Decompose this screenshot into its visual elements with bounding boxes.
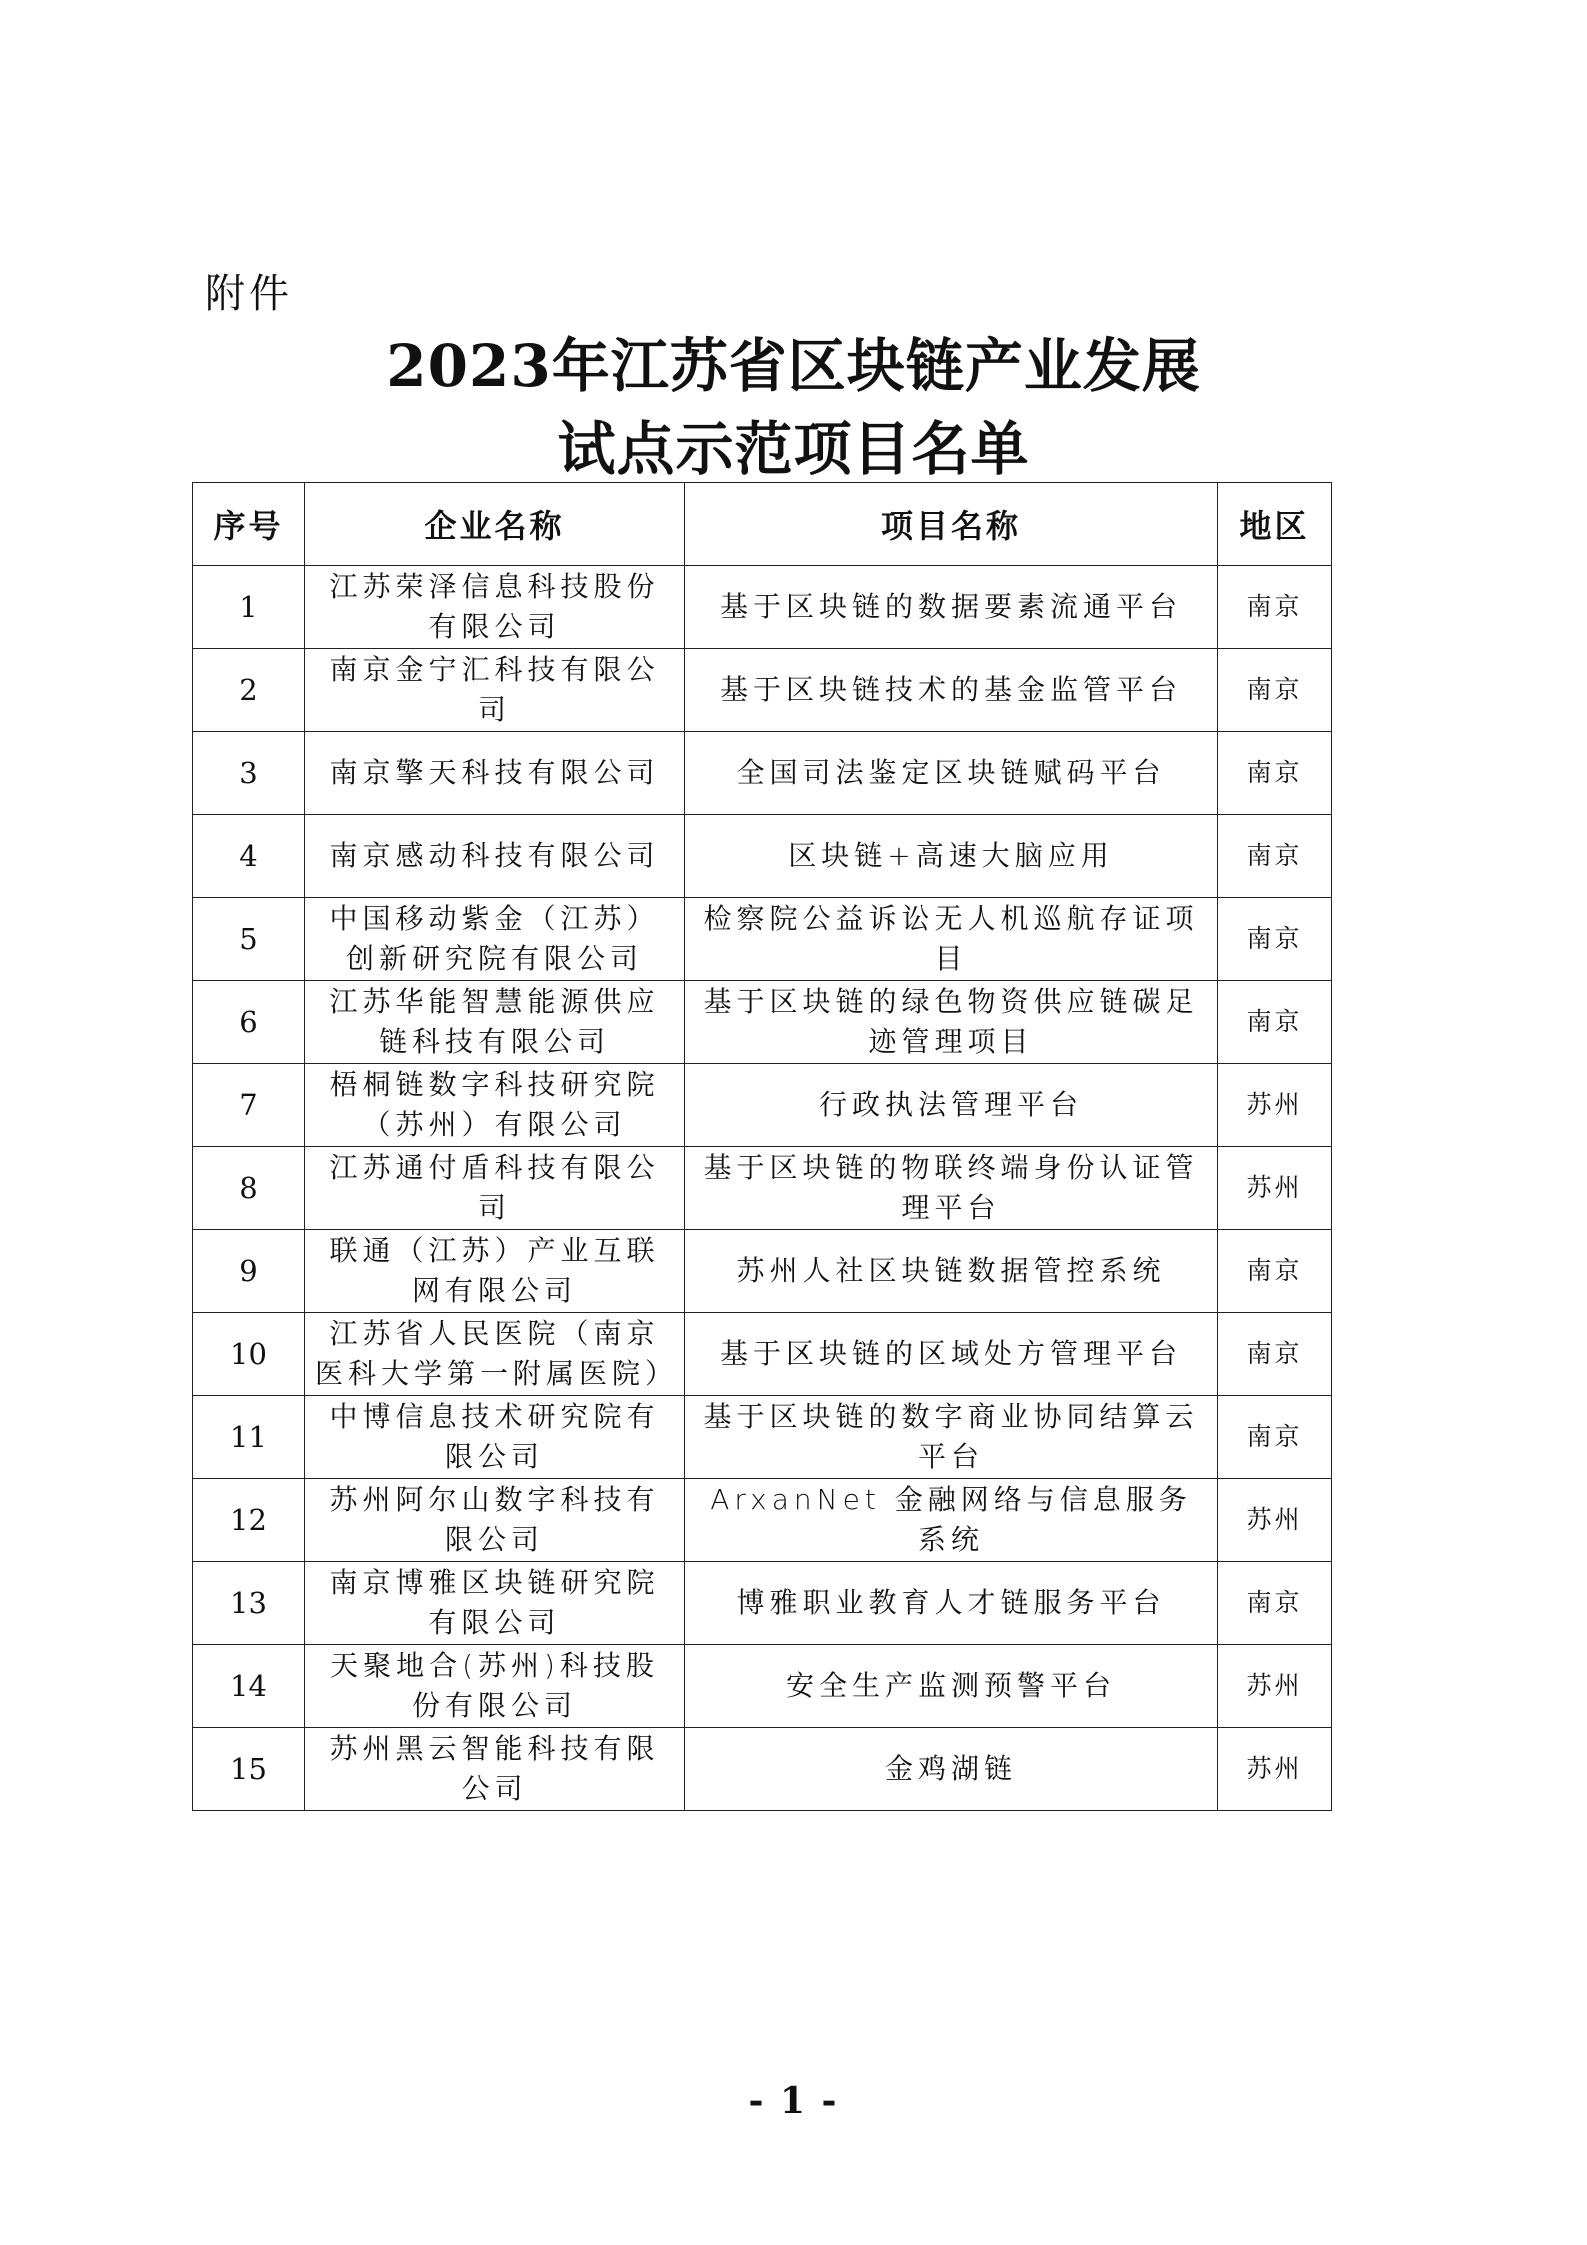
row-region: 南京 (1218, 1562, 1332, 1645)
row-project: 基于区块链的数据要素流通平台 (685, 566, 1218, 649)
row-number: 5 (193, 898, 305, 981)
row-region: 南京 (1218, 1230, 1332, 1313)
project-list-table (192, 482, 1332, 1811)
row-region: 苏州 (1218, 1645, 1332, 1728)
table-header-row (193, 483, 1332, 566)
row-project: 区块链+高速大脑应用 (685, 815, 1218, 898)
row-region: 苏州 (1218, 1728, 1332, 1811)
row-number: 14 (193, 1645, 305, 1728)
table-row (193, 1562, 1332, 1645)
row-number: 1 (193, 566, 305, 649)
header-company: 企业名称 (305, 483, 685, 566)
table-row (193, 1728, 1332, 1811)
row-project: 博雅职业教育人才链服务平台 (685, 1562, 1218, 1645)
row-number: 7 (193, 1064, 305, 1147)
row-region: 南京 (1218, 981, 1332, 1064)
row-region: 南京 (1218, 566, 1332, 649)
row-region: 苏州 (1218, 1147, 1332, 1230)
row-project: ArxanNet 金融网络与信息服务系统 (685, 1479, 1218, 1562)
table-row (193, 1396, 1332, 1479)
row-company: 江苏省人民医院（南京医科大学第一附属医院） (305, 1313, 685, 1396)
header-region: 地区 (1218, 483, 1332, 566)
row-number: 2 (193, 649, 305, 732)
row-number: 3 (193, 732, 305, 815)
row-number: 6 (193, 981, 305, 1064)
row-company: 南京擎天科技有限公司 (305, 732, 685, 815)
row-region: 苏州 (1218, 1064, 1332, 1147)
row-company: 南京感动科技有限公司 (305, 815, 685, 898)
row-region: 苏州 (1218, 1479, 1332, 1562)
row-project: 金鸡湖链 (685, 1728, 1218, 1811)
row-company: 江苏通付盾科技有限公司 (305, 1147, 685, 1230)
row-number: 9 (193, 1230, 305, 1313)
table-row (193, 981, 1332, 1064)
table-row (193, 1479, 1332, 1562)
row-region: 南京 (1218, 1313, 1332, 1396)
row-company: 苏州黑云智能科技有限公司 (305, 1728, 685, 1811)
table-row (193, 1147, 1332, 1230)
table-row (193, 898, 1332, 981)
row-region: 南京 (1218, 649, 1332, 732)
document-title-line2: 试点示范项目名单 (557, 415, 1030, 483)
row-company: 江苏华能智慧能源供应链科技有限公司 (305, 981, 685, 1064)
row-number: 10 (193, 1313, 305, 1396)
row-project: 苏州人社区块链数据管控系统 (685, 1230, 1218, 1313)
header-number: 序号 (193, 483, 305, 566)
table-row (193, 1064, 1332, 1147)
row-project: 基于区块链的绿色物资供应链碳足迹管理项目 (685, 981, 1218, 1064)
table-row (193, 1313, 1332, 1396)
row-number: 8 (193, 1147, 305, 1230)
row-project: 全国司法鉴定区块链赋码平台 (685, 732, 1218, 815)
row-number: 4 (193, 815, 305, 898)
row-region: 南京 (1218, 815, 1332, 898)
row-project: 基于区块链的区域处方管理平台 (685, 1313, 1218, 1396)
attachment-label: 附件 (205, 271, 293, 317)
row-company: 中国移动紫金（江苏）创新研究院有限公司 (305, 898, 685, 981)
table-row (193, 1230, 1332, 1313)
row-company: 苏州阿尔山数字科技有限公司 (305, 1479, 685, 1562)
table-row (193, 1645, 1332, 1728)
row-company: 江苏荣泽信息科技股份有限公司 (305, 566, 685, 649)
row-company: 联通（江苏）产业互联网有限公司 (305, 1230, 685, 1313)
row-number: 11 (193, 1396, 305, 1479)
row-number: 12 (193, 1479, 305, 1562)
row-project: 基于区块链的数字商业协同结算云平台 (685, 1396, 1218, 1479)
row-company: 南京博雅区块链研究院有限公司 (305, 1562, 685, 1645)
row-company: 中博信息技术研究院有限公司 (305, 1396, 685, 1479)
row-number: 15 (193, 1728, 305, 1811)
row-project: 安全生产监测预警平台 (685, 1645, 1218, 1728)
row-region: 南京 (1218, 898, 1332, 981)
table-row (193, 649, 1332, 732)
document-title-line1: 2023年江苏省区块链产业发展 (386, 332, 1201, 400)
row-region: 南京 (1218, 732, 1332, 815)
header-project: 项目名称 (685, 483, 1218, 566)
table-row (193, 732, 1332, 815)
row-project: 检察院公益诉讼无人机巡航存证项目 (685, 898, 1218, 981)
row-project: 基于区块链技术的基金监管平台 (685, 649, 1218, 732)
row-company: 梧桐链数字科技研究院（苏州）有限公司 (305, 1064, 685, 1147)
row-company: 天聚地合(苏州)科技股份有限公司 (305, 1645, 685, 1728)
row-company: 南京金宁汇科技有限公司 (305, 649, 685, 732)
row-project: 基于区块链的物联终端身份认证管理平台 (685, 1147, 1218, 1230)
table-row (193, 566, 1332, 649)
page-number: - 1 - (748, 2080, 839, 2122)
table-row (193, 815, 1332, 898)
row-project: 行政执法管理平台 (685, 1064, 1218, 1147)
row-number: 13 (193, 1562, 305, 1645)
row-region: 南京 (1218, 1396, 1332, 1479)
